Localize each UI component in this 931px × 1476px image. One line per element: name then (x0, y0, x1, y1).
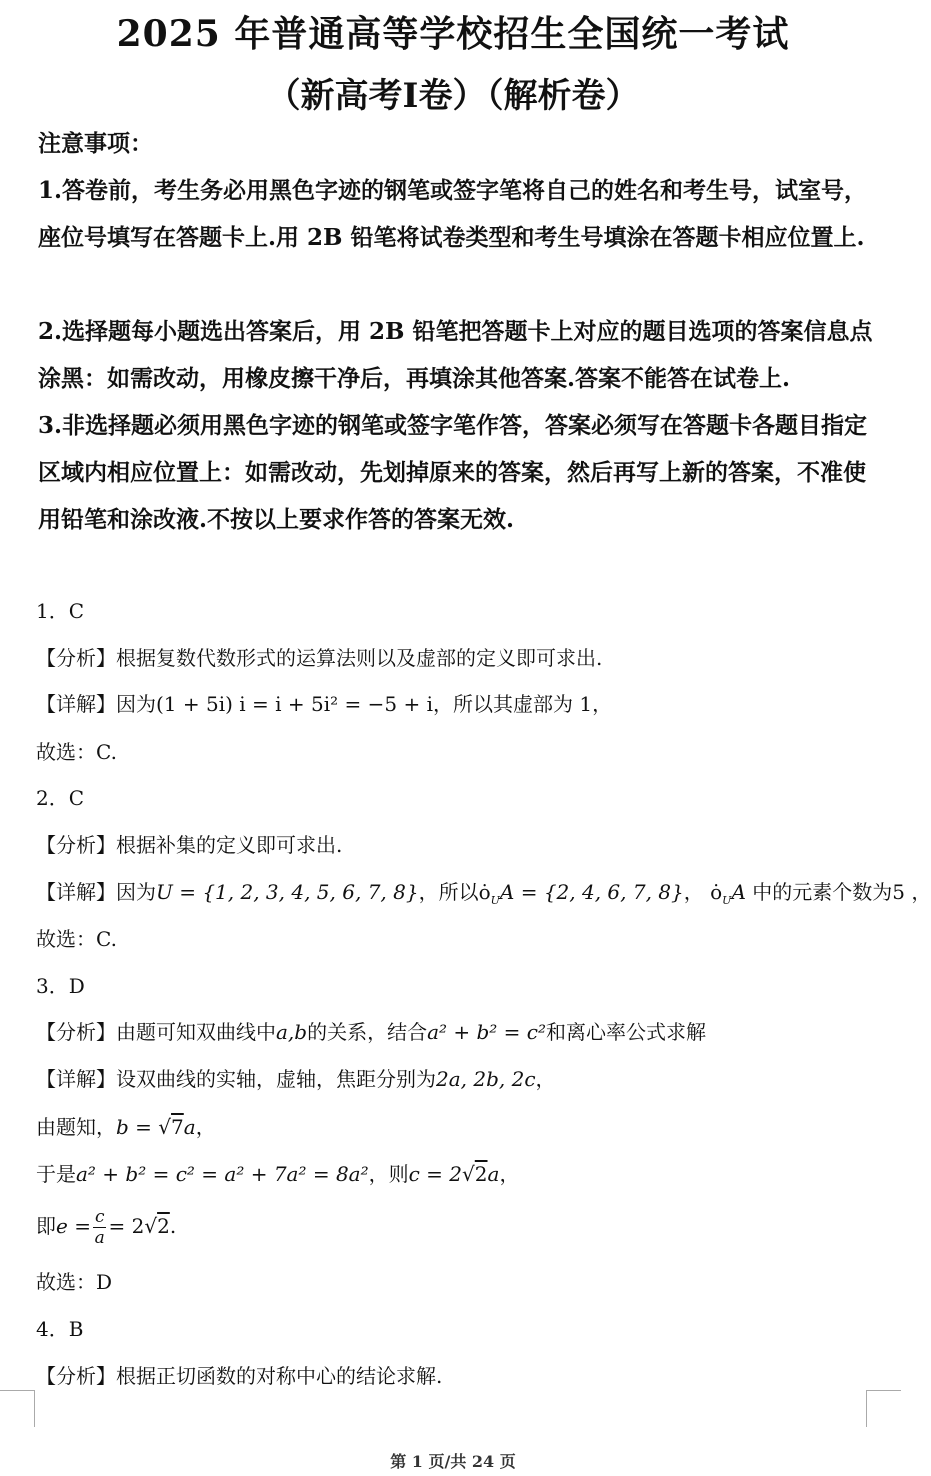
q3-line3-rhs-b: 2 (157, 1214, 170, 1238)
page-corner-mark-left (0, 1390, 35, 1427)
q3-line2-math2c: a (487, 1162, 500, 1186)
q3-analysis-mid: 的关系，结合 (307, 1020, 428, 1044)
q3-line1 (36, 1113, 876, 1141)
q3-line1-math-b: 7 (171, 1115, 184, 1139)
q3-detail-math: 2a, 2b, 2c (436, 1067, 536, 1091)
q1-detail (36, 690, 876, 718)
q2-detail-suffix: 中的元素个数为5 ， (752, 880, 931, 904)
q2-choice: 故选：C. (36, 927, 117, 951)
q3-line2 (36, 1160, 876, 1188)
q3-line2-suffix: ， (499, 1162, 520, 1186)
q3-detail-suffix: ， (535, 1067, 556, 1091)
q2-detail-math3: ȯ (710, 880, 723, 904)
q3-line2-math2b: 2 (474, 1162, 488, 1186)
q3-analysis-suffix: 和离心率公式求解 (546, 1020, 707, 1044)
q2-detail-math3c: A (731, 880, 746, 904)
q3-line1-math-c: a (183, 1115, 196, 1139)
q3-fraction-denominator: a (94, 1228, 105, 1248)
page-subtitle: （新高考Ⅰ卷）（解析卷） (266, 76, 640, 116)
q3-number: 3．D (36, 974, 85, 998)
q3-line3-suffix: . (169, 1214, 177, 1238)
q1-choice: 故选：C. (36, 740, 117, 764)
q3-detail-prefix: 【详解】设双曲线的实轴，虚轴，焦距分别为 (36, 1067, 436, 1091)
q4-analysis: 【分析】根据正切函数的对称中心的结论求解. (36, 1364, 443, 1388)
q3-analysis-math1: a,b (276, 1020, 308, 1044)
q2-number: 2．C (36, 786, 85, 810)
notice-item-2: 2.选择题每小题选出答案后，用 2B 铅笔把答题卡上对应的题目选项的答案信息点涂黑：如需改动，用橡皮擦干净后，再填涂其他答案.答案不能答在试卷上. (38, 318, 873, 392)
q1-detail-math: (1 + 5i) i = i + 5i² = −5 + i (156, 692, 433, 716)
page-footer: 第 1 页/共 24 页 (390, 1452, 516, 1471)
q2-detail-math3-sub: U (722, 894, 732, 907)
page-corner-mark-right (866, 1390, 901, 1427)
q3-line3-prefix: 即 (36, 1214, 56, 1238)
q2-detail-sep: ， (683, 880, 704, 904)
q2-detail-math2-sub: U (490, 894, 500, 907)
q3-line3 (36, 1206, 876, 1248)
q3-eccentricity-fraction (93, 1207, 107, 1248)
notice-item-3: 3.非选择题必须用黑色字迹的钢笔或签字笔作答，答案必须写在答题卡各题目指定区域内相应位置上：如需改动，先划掉原来的答案，然后再写上新的答案，不准使用铅笔和涂改液.不按以上要求作答的答案无效. (38, 412, 868, 533)
q2-detail-mid: ，所以 (418, 880, 479, 904)
q3-line2-math: a² + b² = c² = a² + 7a² = 8a² (76, 1162, 369, 1186)
q2-analysis: 【分析】根据补集的定义即可求出. (36, 833, 343, 857)
page-title: 2025 年普通高等学校招生全国统一考试 (116, 13, 790, 55)
q3-fraction-numerator: c (94, 1207, 105, 1227)
q3-line1-suffix: ， (195, 1115, 216, 1139)
q3-line3-e: e = (56, 1214, 91, 1238)
q2-detail-prefix: 【详解】因为 (36, 880, 156, 904)
q2-detail-math1: U = {1, 2, 3, 4, 5, 6, 7, 8} (156, 880, 419, 904)
q3-line1-prefix: 由题知， (36, 1115, 116, 1139)
q4-number: 4．B (36, 1317, 84, 1341)
q3-line2-math2a: c = 2√ (408, 1162, 475, 1186)
q3-choice: 故选：D (36, 1270, 113, 1294)
notice-item-1: 1.答卷前，考生务必用黑色字迹的钢笔或签字笔将自己的姓名和考生号，试室号，座位号填写在答题卡上.用 2B 铅笔将试卷类型和考生号填涂在答题卡相应位置上. (38, 177, 868, 251)
q3-line1-math-a: b = √ (116, 1115, 172, 1139)
q1-analysis: 【分析】根据复数代数形式的运算法则以及虚部的定义即可求出. (36, 646, 603, 670)
q2-detail (36, 878, 931, 915)
q3-detail (36, 1065, 876, 1093)
q3-analysis-math2: a² + b² = c² (427, 1020, 547, 1044)
q1-number: 1．C (36, 599, 85, 623)
notice-heading: 注意事项： (38, 130, 153, 157)
q1-detail-suffix: ，所以其虚部为 1， (432, 692, 613, 716)
q2-detail-math2: ȯ (478, 880, 491, 904)
q3-analysis-prefix: 【分析】由题可知双曲线中 (36, 1020, 276, 1044)
q3-line2-mid: ，则 (368, 1162, 409, 1186)
q3-analysis (36, 1018, 876, 1046)
q3-line3-rhs-a: = 2√ (108, 1214, 158, 1238)
q1-detail-prefix: 【详解】因为 (36, 692, 156, 716)
q2-detail-math2c: A = {2, 4, 6, 7, 8} (499, 880, 684, 904)
q3-line2-prefix: 于是 (36, 1162, 76, 1186)
